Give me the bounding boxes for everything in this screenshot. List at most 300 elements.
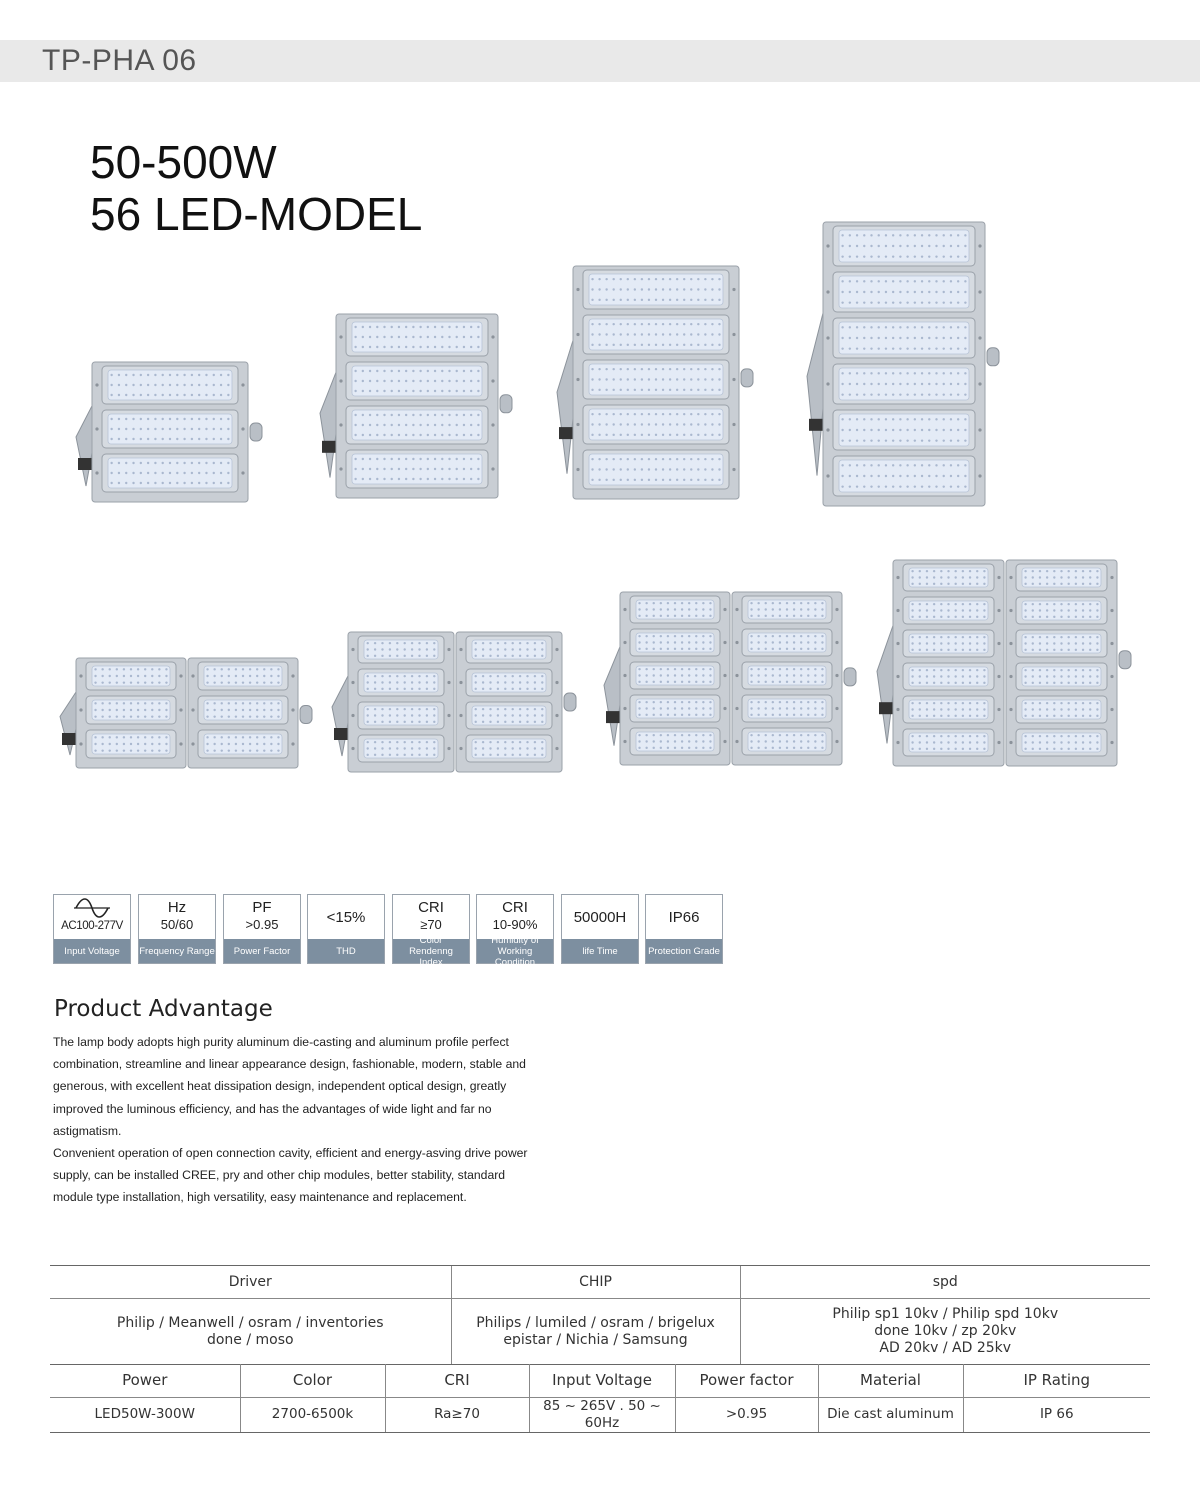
led-chip — [807, 648, 809, 650]
product-image-4-module — [318, 312, 514, 500]
led-chip — [512, 721, 514, 723]
led-chip — [943, 418, 945, 420]
led-chip — [814, 740, 816, 742]
led-chip — [779, 674, 781, 676]
led-chip — [158, 681, 160, 683]
spec-heading: CRI — [418, 899, 444, 916]
led-chip — [950, 291, 952, 293]
led-chip — [957, 464, 959, 466]
led-chip — [426, 741, 428, 743]
led-chip — [396, 714, 398, 716]
led-chip — [448, 336, 450, 338]
led-chip — [765, 747, 767, 749]
led-chip — [954, 735, 956, 737]
led-chip — [123, 749, 125, 751]
model-title: TP-PHA 06 — [42, 44, 197, 77]
advantage-body — [53, 1031, 548, 1209]
spec-label: life Time — [562, 939, 638, 963]
led-chip — [411, 675, 413, 677]
led-chip — [821, 740, 823, 742]
led-chip — [277, 681, 279, 683]
led-chip — [892, 418, 894, 420]
led-chip — [757, 648, 759, 650]
led-chip — [933, 636, 935, 638]
led-chip — [911, 576, 913, 578]
led-chip — [950, 234, 952, 236]
led-chip — [123, 668, 125, 670]
led-chip — [411, 655, 413, 657]
led-chip — [1032, 708, 1034, 710]
led-chip — [426, 681, 428, 683]
led-chip — [976, 576, 978, 578]
led-chip — [1067, 570, 1069, 572]
led-chip — [950, 393, 952, 395]
led-chip — [470, 468, 472, 470]
led-chip — [427, 336, 429, 338]
led-chip — [534, 714, 536, 716]
floodlight-illustration — [74, 360, 264, 504]
led-chip — [863, 372, 865, 374]
led-chip — [964, 337, 966, 339]
led-chip — [598, 288, 600, 290]
led-chip — [526, 681, 528, 683]
led-chip — [376, 434, 378, 436]
led-chip — [849, 429, 851, 431]
led-chip — [381, 721, 383, 723]
led-chip — [249, 749, 251, 751]
led-chip — [662, 299, 664, 301]
led-chip — [470, 414, 472, 416]
led-chip — [681, 635, 683, 637]
led-chip — [270, 736, 272, 738]
led-chip — [1053, 609, 1055, 611]
led-chip — [383, 346, 385, 348]
screw — [735, 608, 738, 611]
spec-label: Protection Grade — [646, 939, 722, 963]
led-chip — [669, 323, 671, 325]
led-chip — [688, 714, 690, 716]
led-chip — [814, 668, 816, 670]
led-chip — [662, 413, 664, 415]
led-chip — [807, 641, 809, 643]
led-chip — [870, 372, 872, 374]
led-chip — [398, 458, 400, 460]
led-chip — [367, 754, 369, 756]
led-chip — [463, 468, 465, 470]
floodlight-illustration — [805, 220, 1001, 508]
line: AD 20kv / AD 25kv — [879, 1340, 1012, 1356]
led-chip — [154, 482, 156, 484]
led-chip — [943, 372, 945, 374]
led-chip — [1096, 669, 1098, 671]
led-chip — [404, 655, 406, 657]
led-chip — [242, 668, 244, 670]
led-chip — [648, 323, 650, 325]
led-chip — [885, 337, 887, 339]
led-chip — [475, 648, 477, 650]
led-chip — [1039, 675, 1041, 677]
led-chip — [892, 464, 894, 466]
led-chip — [434, 370, 436, 372]
led-chip — [964, 326, 966, 328]
led-chip — [475, 681, 477, 683]
led-chip — [158, 715, 160, 717]
led-chip — [849, 255, 851, 257]
led-chip — [1096, 735, 1098, 737]
led-chip — [456, 346, 458, 348]
led-chip — [648, 368, 650, 370]
led-chip — [885, 301, 887, 303]
led-chip — [165, 709, 167, 711]
led-chip — [1096, 609, 1098, 611]
led-chip — [885, 418, 887, 420]
led-chip — [434, 390, 436, 392]
screw — [735, 707, 738, 710]
led-chip — [935, 372, 937, 374]
led-chip — [702, 615, 704, 617]
screw — [623, 608, 626, 611]
led-chip — [950, 439, 952, 441]
led-chip — [205, 374, 207, 376]
led-chip — [1032, 715, 1034, 717]
led-chip — [683, 479, 685, 481]
led-chip — [676, 458, 678, 460]
led-chip — [404, 642, 406, 644]
led-chip — [793, 608, 795, 610]
led-chip — [434, 424, 436, 426]
led-chip — [765, 608, 767, 610]
led-chip — [362, 380, 364, 382]
led-chip — [147, 394, 149, 396]
led-chip — [198, 438, 200, 440]
led-chip — [198, 394, 200, 396]
led-chip — [404, 741, 406, 743]
led-chip — [456, 370, 458, 372]
led-chip — [434, 468, 436, 470]
led-chip — [1075, 682, 1077, 684]
led-chip — [591, 288, 593, 290]
led-chip — [814, 747, 816, 749]
header-spd: spd — [740, 1266, 1150, 1299]
led-chip — [110, 472, 112, 474]
led-chip — [957, 301, 959, 303]
led-chip — [598, 423, 600, 425]
led-panel — [839, 460, 969, 492]
led-chip — [969, 609, 971, 611]
led-panel — [352, 454, 482, 484]
led-chip — [1024, 636, 1026, 638]
led-chip — [1075, 675, 1077, 677]
led-chip — [786, 747, 788, 749]
led-chip — [899, 301, 901, 303]
led-chip — [411, 714, 413, 716]
led-chip — [906, 383, 908, 385]
led-chip — [598, 413, 600, 415]
led-chip — [1096, 715, 1098, 717]
led-chip — [1039, 735, 1041, 737]
led-chip — [911, 748, 913, 750]
led-chip — [1046, 741, 1048, 743]
led-panel — [839, 368, 969, 400]
spec-label: Power Factor — [224, 939, 300, 963]
led-chip — [419, 414, 421, 416]
led-chip — [645, 615, 647, 617]
screw — [79, 674, 82, 677]
led-chip — [213, 374, 215, 376]
led-chip — [398, 390, 400, 392]
led-chip — [162, 462, 164, 464]
led-chip — [757, 608, 759, 610]
led-chip — [841, 301, 843, 303]
screw — [896, 642, 899, 645]
led-chip — [911, 570, 913, 572]
spec-value: 10-90% — [492, 917, 538, 932]
led-chip — [470, 458, 472, 460]
led-chip — [667, 615, 669, 617]
led-chip — [1024, 708, 1026, 710]
led-chip — [475, 708, 477, 710]
led-chip — [954, 682, 956, 684]
led-chip — [1024, 669, 1026, 671]
led-chip — [169, 394, 171, 396]
led-chip — [1032, 570, 1034, 572]
led-chip — [270, 715, 272, 717]
led-chip — [249, 702, 251, 704]
led-chip — [130, 749, 132, 751]
led-chip — [709, 681, 711, 683]
led-chip — [249, 715, 251, 717]
led-chip — [962, 682, 964, 684]
led-chip — [962, 570, 964, 572]
led-chip — [1096, 616, 1098, 618]
led-chip — [983, 715, 985, 717]
screw — [623, 740, 626, 743]
led-chip — [110, 462, 112, 464]
adjust-knob — [1119, 651, 1131, 669]
led-chip — [405, 434, 407, 436]
led-chip — [655, 323, 657, 325]
led-chip — [653, 648, 655, 650]
led-chip — [711, 299, 713, 301]
led-chip — [140, 384, 142, 386]
led-chip — [242, 743, 244, 745]
screw — [735, 674, 738, 677]
floodlight-illustration — [330, 630, 578, 774]
led-chip — [709, 608, 711, 610]
screw — [576, 333, 579, 336]
led-chip — [213, 715, 215, 717]
led-chip — [634, 344, 636, 346]
led-chip — [709, 602, 711, 604]
led-chip — [512, 675, 514, 677]
led-chip — [1067, 708, 1069, 710]
led-chip — [648, 434, 650, 436]
led-chip — [957, 291, 959, 293]
led-chip — [662, 423, 664, 425]
led-chip — [655, 434, 657, 436]
led-chip — [235, 709, 237, 711]
led-chip — [519, 754, 521, 756]
led-chip — [101, 709, 103, 711]
led-chip — [191, 472, 193, 474]
led-chip — [709, 714, 711, 716]
led-chip — [709, 740, 711, 742]
product-image-6-module-double — [58, 656, 314, 770]
led-chip — [123, 736, 125, 738]
spec-value: AC100-277V — [61, 920, 123, 932]
spec-input-voltage — [53, 894, 131, 964]
led-chip — [147, 418, 149, 420]
led-chip — [821, 674, 823, 676]
led-chip — [205, 438, 207, 440]
led-chip — [220, 472, 222, 474]
led-chip — [800, 648, 802, 650]
led-chip — [144, 736, 146, 738]
led-chip — [277, 702, 279, 704]
spec-label: Color Rendenng Index — [393, 939, 469, 963]
led-chip — [695, 674, 697, 676]
led-chip — [718, 344, 720, 346]
led-chip — [383, 336, 385, 338]
led-chip — [1060, 735, 1062, 737]
led-chip — [669, 288, 671, 290]
led-chip — [162, 384, 164, 386]
led-chip — [242, 709, 244, 711]
led-chip — [132, 384, 134, 386]
led-chip — [228, 736, 230, 738]
led-chip — [821, 635, 823, 637]
led-chip — [1096, 748, 1098, 750]
led-chip — [750, 707, 752, 709]
led-chip — [969, 570, 971, 572]
led-chip — [227, 418, 229, 420]
screw — [732, 378, 735, 381]
led-chip — [398, 326, 400, 328]
led-chip — [151, 736, 153, 738]
led-chip — [969, 642, 971, 644]
led-chip — [765, 641, 767, 643]
led-chip — [140, 418, 142, 420]
led-chip — [441, 478, 443, 480]
led-chip — [943, 245, 945, 247]
led-chip — [404, 681, 406, 683]
led-chip — [1082, 669, 1084, 671]
led-chip — [228, 715, 230, 717]
spec-frequency — [138, 894, 216, 964]
led-chip — [137, 749, 139, 751]
led-chip — [669, 278, 671, 280]
led-chip — [1075, 616, 1077, 618]
led-chip — [947, 708, 949, 710]
led-chip — [634, 423, 636, 425]
led-chip — [94, 702, 96, 704]
led-chip — [1060, 576, 1062, 578]
led-chip — [220, 462, 222, 464]
led-chip — [405, 390, 407, 392]
screw — [351, 681, 354, 684]
led-chip — [1032, 603, 1034, 605]
led-chip — [634, 434, 636, 436]
led-chip — [1096, 603, 1098, 605]
led-chip — [497, 642, 499, 644]
led-chip — [277, 736, 279, 738]
screw — [459, 747, 462, 750]
led-chip — [695, 701, 697, 703]
led-chip — [612, 423, 614, 425]
led-chip — [1053, 675, 1055, 677]
led-chip — [1032, 748, 1034, 750]
led-chip — [137, 668, 139, 670]
header-power-factor: Power factor — [675, 1364, 818, 1397]
led-chip — [954, 616, 956, 618]
led-chip — [504, 681, 506, 683]
led-chip — [191, 374, 193, 376]
led-chip — [856, 393, 858, 395]
led-chip — [504, 721, 506, 723]
led-chip — [176, 374, 178, 376]
led-chip — [1039, 708, 1041, 710]
led-chip — [702, 648, 704, 650]
led-chip — [434, 434, 436, 436]
led-chip — [426, 655, 428, 657]
led-chip — [928, 372, 930, 374]
led-chip — [757, 701, 759, 703]
led-chip — [638, 641, 640, 643]
led-chip — [1046, 583, 1048, 585]
led-chip — [426, 642, 428, 644]
led-chip — [620, 479, 622, 481]
led-chip — [772, 714, 774, 716]
led-chip — [969, 748, 971, 750]
led-chip — [404, 675, 406, 677]
led-chip — [627, 378, 629, 380]
led-chip — [1096, 636, 1098, 638]
led-chip — [690, 333, 692, 335]
led-chip — [598, 368, 600, 370]
led-chip — [695, 668, 697, 670]
led-chip — [906, 234, 908, 236]
led-chip — [477, 390, 479, 392]
led-chip — [911, 715, 913, 717]
led-chip — [655, 378, 657, 380]
led-chip — [213, 702, 215, 704]
led-chip — [969, 576, 971, 578]
led-chip — [405, 326, 407, 328]
advantage-title: Product Advantage — [54, 996, 273, 1022]
led-chip — [711, 278, 713, 280]
led-chip — [674, 707, 676, 709]
led-chip — [870, 347, 872, 349]
led-chip — [688, 641, 690, 643]
led-chip — [591, 378, 593, 380]
led-chip — [1039, 576, 1041, 578]
led-chip — [109, 715, 111, 717]
led-chip — [470, 424, 472, 426]
led-chip — [849, 383, 851, 385]
led-chip — [151, 681, 153, 683]
led-chip — [221, 749, 223, 751]
led-chip — [130, 709, 132, 711]
screw — [339, 467, 342, 470]
led-chip — [398, 468, 400, 470]
led-chip — [926, 576, 928, 578]
led-chip — [1046, 636, 1048, 638]
led-chip — [94, 743, 96, 745]
led-chip — [101, 675, 103, 677]
led-chip — [954, 636, 956, 638]
led-chip — [641, 299, 643, 301]
led-chip — [213, 418, 215, 420]
